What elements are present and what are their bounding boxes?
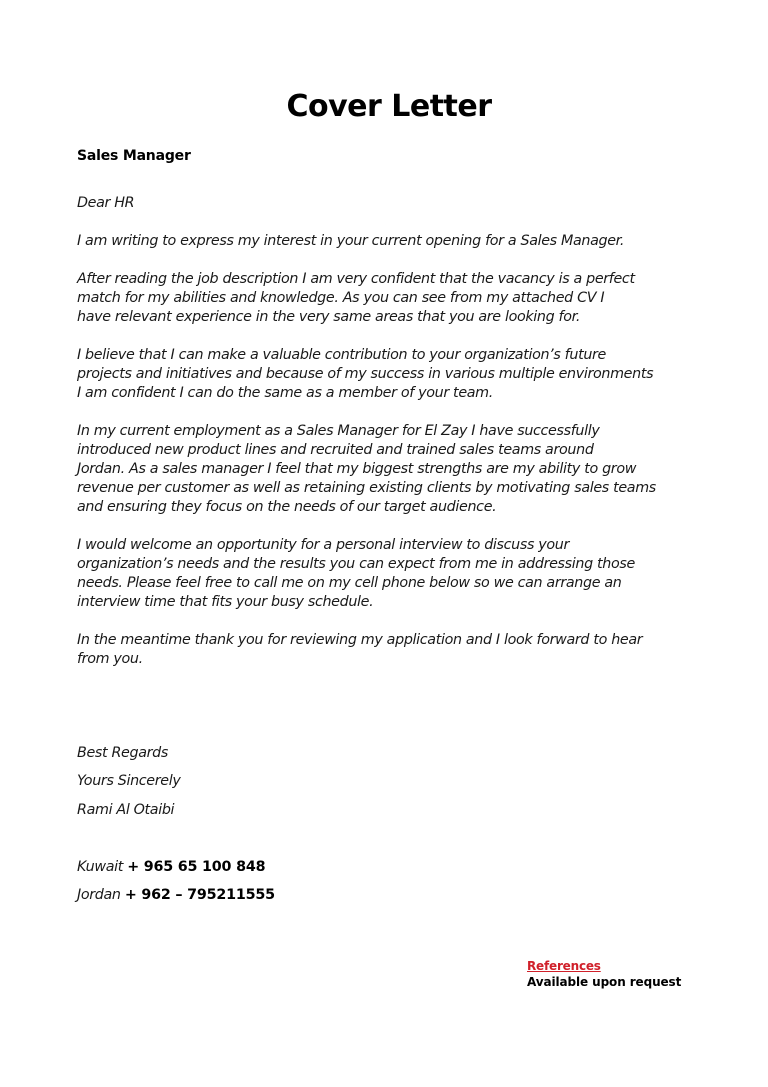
page-title: Cover Letter <box>286 89 492 124</box>
salutation: Dear HR <box>77 195 135 211</box>
paragraph-line: match for my abilities and knowledge. As you can see from my attached CV I <box>77 290 605 306</box>
paragraph-intro <box>77 232 624 251</box>
phone-number: + 962 – 795211555 <box>124 887 275 903</box>
closing-regards: Best Regards <box>77 745 168 761</box>
references-block <box>527 958 681 990</box>
paragraph-interview <box>77 536 635 612</box>
signature-name: Rami Al Otaibi <box>77 802 175 818</box>
contact-country: Jordan <box>77 887 121 903</box>
paragraph-thanks <box>77 631 642 669</box>
paragraph-line: organization’s needs and the results you can expect from me in addressing those <box>77 556 635 572</box>
paragraph-line: In my current employment as a Sales Manager for El Zay I have successfully <box>77 423 600 439</box>
paragraph-line: interview time that fits your busy schedule. <box>77 594 374 610</box>
references-note: Available upon request <box>527 975 682 989</box>
closing-sincerely: Yours Sincerely <box>77 773 181 789</box>
paragraph-line: introduced new product lines and recruited and trained sales teams around <box>77 442 594 458</box>
paragraph-line: I would welcome an opportunity for a personal interview to discuss your <box>77 537 570 553</box>
paragraph-line: projects and initiatives and because of my success in various multiple environments <box>77 366 654 382</box>
paragraph-line: and ensuring they focus on the needs of our target audience. <box>77 499 497 515</box>
paragraph-line: revenue per customer as well as retaining existing clients by motivating sales teams <box>77 480 656 496</box>
paragraph-employment <box>77 422 656 517</box>
position-heading: Sales Manager <box>77 148 191 164</box>
phone-number: + 965 65 100 848 <box>127 859 266 875</box>
contact-kuwait <box>77 858 265 877</box>
contact-jordan <box>77 886 275 905</box>
paragraph-contribution <box>77 346 653 403</box>
paragraph-line: I am confident I can do the same as a member of your team. <box>77 385 493 401</box>
paragraph-line: from you. <box>77 651 143 667</box>
contact-country: Kuwait <box>77 859 123 875</box>
references-heading: References <box>527 959 601 973</box>
paragraph-line: Jordan. As a sales manager I feel that my biggest strengths are my ability to grow <box>77 461 637 477</box>
paragraph-line: have relevant experience in the very same areas that you are looking for. <box>77 309 581 325</box>
paragraph-line: After reading the job description I am very confident that the vacancy is a perfect <box>77 271 635 287</box>
paragraph-line: needs. Please feel free to call me on my cell phone below so we can arrange an <box>77 575 622 591</box>
paragraph-line: In the meantime thank you for reviewing my application and I look forward to hear <box>77 632 643 648</box>
paragraph-line: I am writing to express my interest in your current opening for a Sales Manager. <box>77 233 625 249</box>
paragraph-line: I believe that I can make a valuable contribution to your organization’s future <box>77 347 607 363</box>
paragraph-confidence <box>77 270 635 327</box>
